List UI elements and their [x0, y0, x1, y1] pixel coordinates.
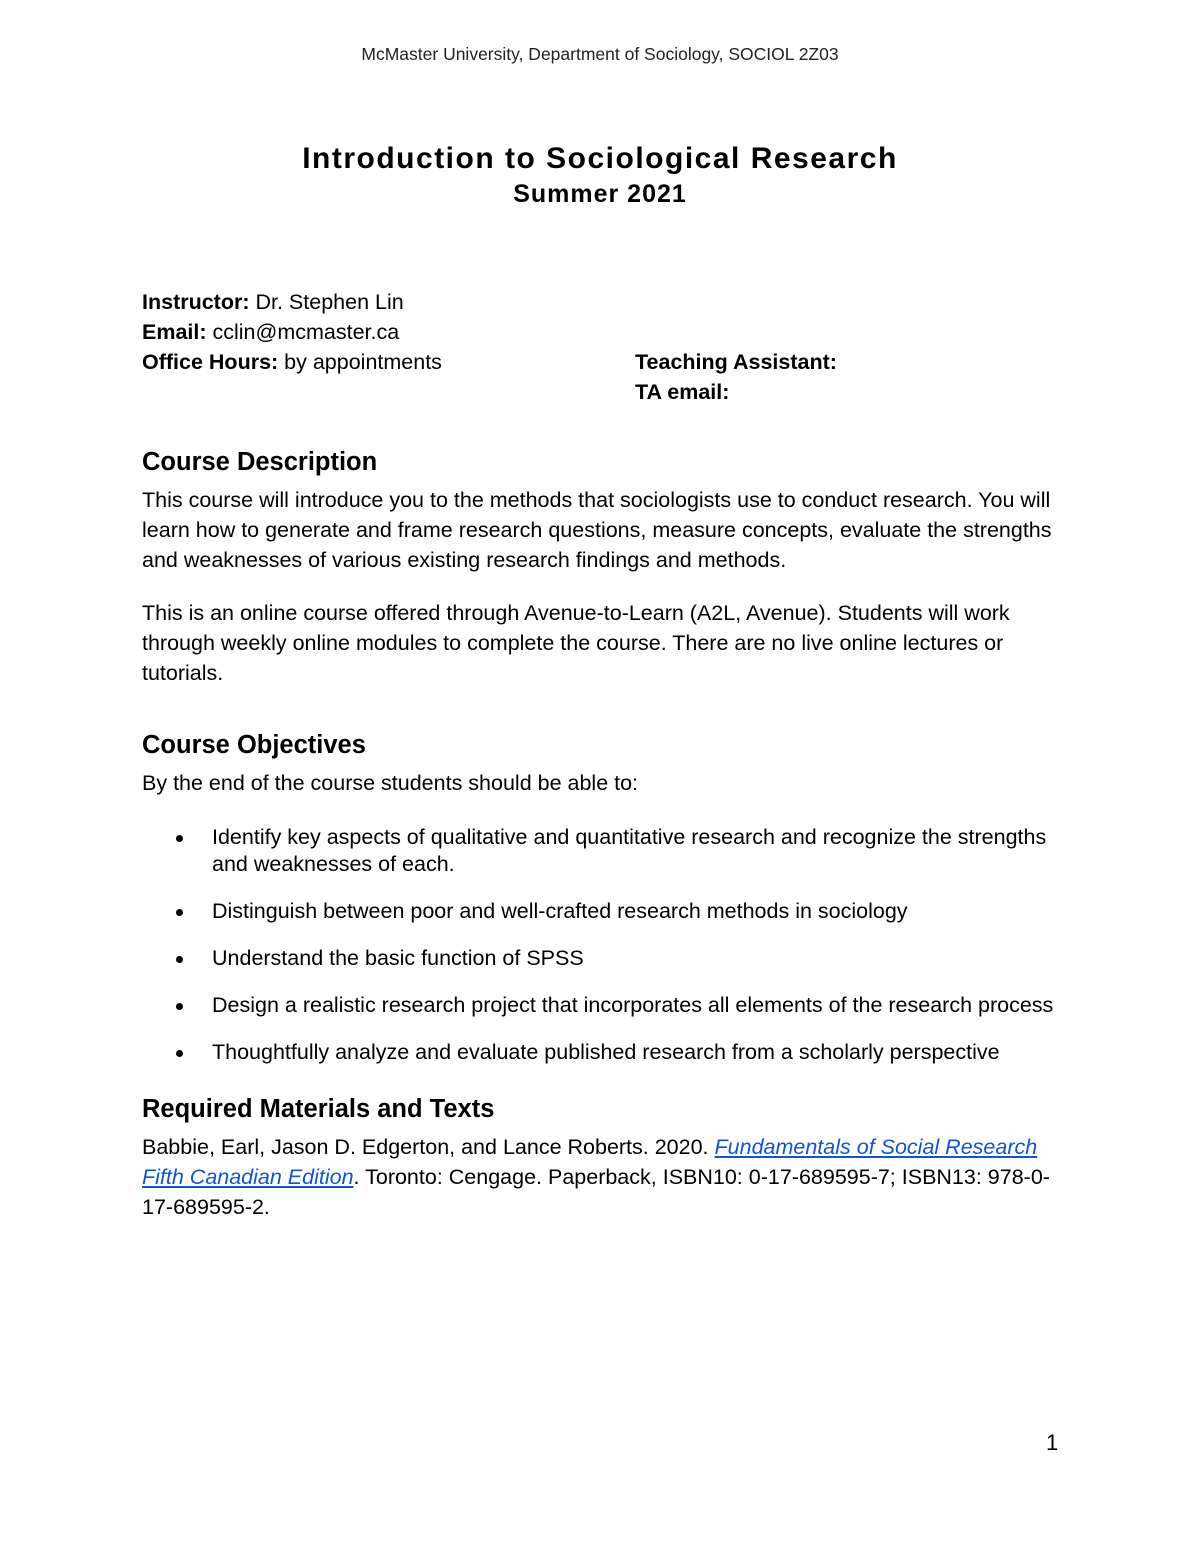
textbook-citation — [142, 1132, 1062, 1222]
document-subtitle: Summer 2021 — [513, 180, 687, 208]
objective-text: Design a realistic research project that incorporates all elements of the research process — [212, 993, 1054, 1017]
email-line — [142, 320, 399, 345]
running-header: McMaster University, Department of Sociology, SOCIOL 2Z03 — [361, 44, 839, 64]
course-description-paragraph: This course will introduce you to the methods that sociologists use to conduct research. You will learn how to generate and frame research questions, measure concepts, evaluate the strengths and weaknesses of various existing research findings and methods. — [142, 488, 1052, 572]
objective-text: Distinguish between poor and well-crafted research methods in sociology — [212, 899, 908, 923]
list-item — [142, 898, 1062, 925]
required-materials-heading: Required Materials and Texts — [142, 1095, 495, 1123]
list-item — [142, 992, 1062, 1019]
bullet-icon — [176, 835, 183, 842]
objectives-list — [142, 824, 1062, 1066]
bullet-icon — [176, 909, 183, 916]
office-hours-label: Office Hours: — [142, 350, 279, 374]
teaching-assistant-label: Teaching Assistant: — [635, 350, 837, 374]
objective-text: Understand the basic function of SPSS — [212, 946, 584, 970]
office-hours-value: by appointments — [278, 350, 442, 374]
instructor-label: Instructor: — [142, 290, 250, 314]
email-value[interactable]: cclin@mcmaster.ca — [206, 320, 400, 344]
required-materials-section — [142, 1092, 1062, 1222]
course-delivery-paragraph: This is an online course offered through Avenue-to-Learn (A2L, Avenue). Students will work through weekly online modules to complete the course. There are no live online lectures or tutorials. — [142, 601, 1010, 685]
list-item — [142, 824, 1062, 878]
objectives-intro: By the end of the course students should be able to: — [142, 771, 639, 795]
email-label: Email: — [142, 320, 207, 344]
list-item — [142, 945, 1062, 972]
objective-text: Identify key aspects of qualitative and quantitative research and recognize the strengths and weaknesses of each. — [212, 825, 1047, 876]
course-description-heading: Course Description — [142, 448, 378, 476]
document-title: Introduction to Sociological Research — [302, 142, 898, 175]
page-number: 1 — [1046, 1430, 1059, 1455]
instructor-value: Dr. Stephen Lin — [249, 290, 404, 314]
syllabus-body — [142, 445, 1062, 1245]
course-description-section — [142, 445, 1062, 688]
textbook-link[interactable]: Fundamentals of Social Research Fifth Canadian Edition — [142, 1135, 1038, 1189]
instructor-line — [142, 290, 404, 315]
bullet-icon — [176, 956, 183, 963]
citation-authors: Babbie, Earl, Jason D. Edgerton, and Lance Roberts. 2020. — [142, 1135, 715, 1159]
bullet-icon — [176, 1050, 183, 1057]
objective-text: Thoughtfully analyze and evaluate published research from a scholarly perspective — [212, 1040, 1000, 1064]
office-hours-line — [142, 350, 442, 375]
ta-email-label: TA email: — [635, 380, 730, 404]
course-objectives-heading: Course Objectives — [142, 731, 366, 759]
bullet-icon — [176, 1003, 183, 1010]
citation-publisher: . Toronto: Cengage. Paperback, ISBN10: 0-17-689595-7; ISBN13: 978-0-17-689595-2. — [142, 1165, 1050, 1219]
list-item — [142, 1039, 1062, 1066]
course-objectives-section — [142, 728, 1062, 1066]
